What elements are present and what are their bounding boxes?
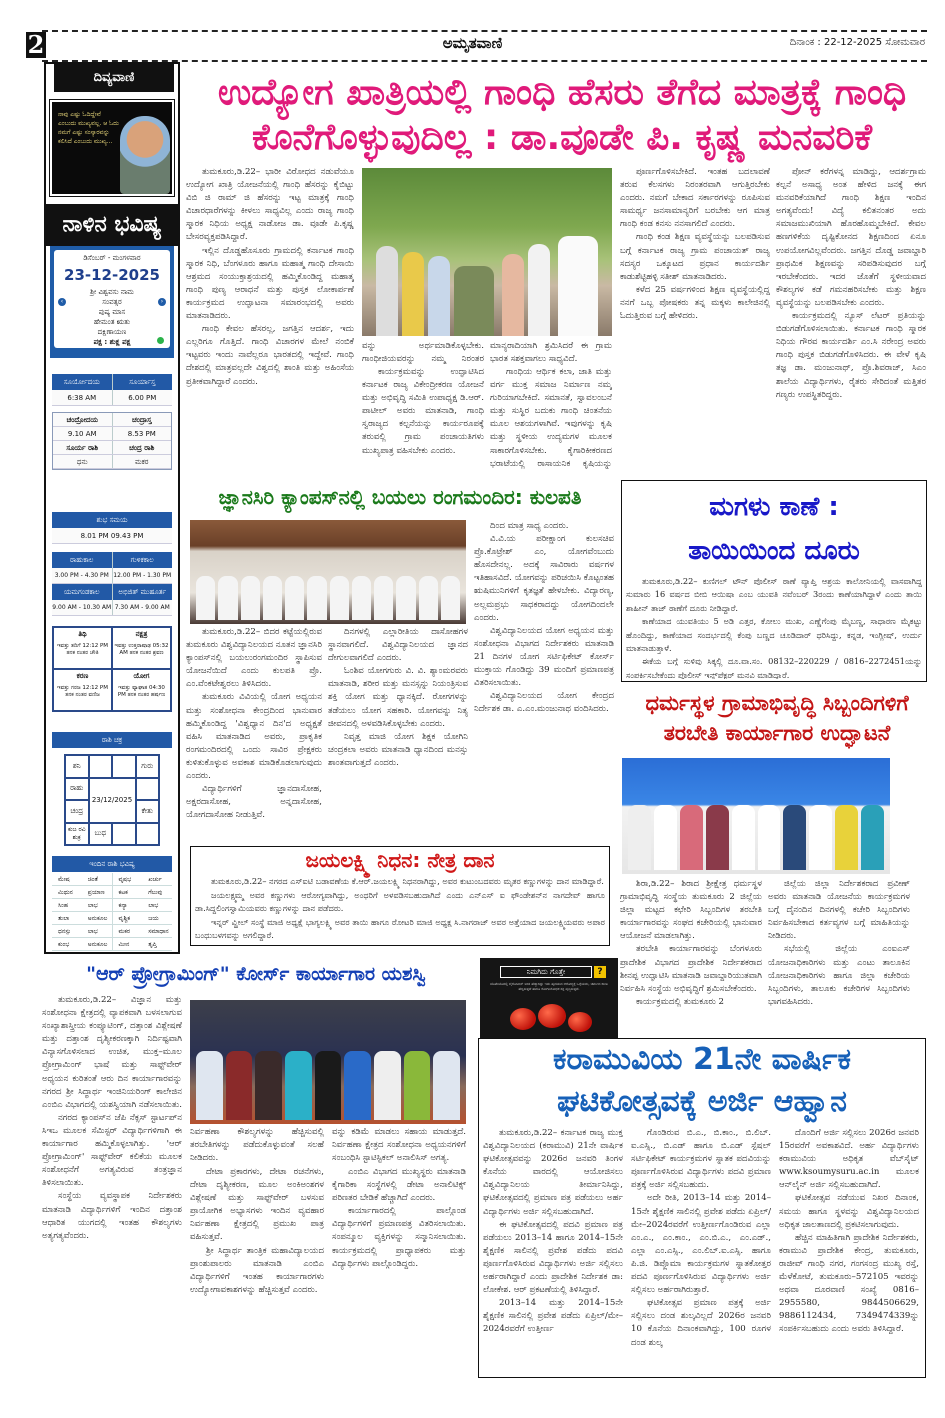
gandhi-photo — [362, 168, 612, 336]
rashi-chakra-grid — [64, 754, 160, 846]
paragraph: ದೇಟಾ ಪ್ರಕಾರಗಳು, ದೇಟಾ ರಚನೆಗಳು, ದೇಟಾ ದೃಶ್ಯೀಕರಣ, ಮೂಲ ಅಂಕಿಅಂಶಗಳ ವಿಶ್ಲೇಷಣೆ ಮತ್ತು ಸಾಫ್ಟ್‌ವೇರ್ ಬಳಸುವ ಪ್ರಾಯೋಗಿಕ ಅಭ್ಯಾಸಗಳು ಇಂದಿನ ವ್ಯವಹಾರ ನಿರ್ವಹಣಾ ಕ್ಷೇತ್ರದಲ್ಲಿ ಪ್ರಮುಖ ಪಾತ್ರ ವಹಿಸುತ್ತವೆ. — [190, 1167, 324, 1243]
panchanga-label: ನಕ್ಷತ್ರ — [135, 630, 148, 638]
missing-body — [626, 575, 922, 679]
rashi-prediction: ಜಯ — [148, 915, 159, 922]
gandhi-col-5 — [776, 166, 926, 474]
moonset-label: ಚಂದ್ರಾಸ್ತ — [112, 413, 172, 426]
paragraph: ಗಾಂಧಿ ಕಂಡ ಶಿಕ್ಷಣ ವ್ಯವಸ್ಥೆಯನ್ನು ಬಲಪಡಿಸುವ ಬಗ್ಗೆ ಕರ್ನಾಟಕ ರಾಜ್ಯ ಗ್ರಾಮ ಪಂಚಾಯತ್ ರಾಜ್ಯ ಸದಸ್ಯರ ಒಕ್ಕೂಟದ ಪ್ರಧಾನ ಕಾರ್ಯದರ್ಶಿ ಕಾಡುಶೆಟ್ಟಿಹಳ್ಳಿ ಸತೀಶ್ ಮಾತನಾಡಿದರು. — [620, 232, 770, 282]
paragraph: ದೊಂದಿಗೆ ಅರ್ಜಿ ಸಲ್ಲಿಸಲು 2026ರ ಜನವರಿ 15ರವರೆಗೆ ಅವಕಾಶವಿದೆ. ಅರ್ಹ ವಿದ್ಯಾರ್ಥಿಗಳು ಕರಾಮುವಿಯ ಅಧಿಕೃತ ವೆಬ್‌ಸೈಟ್ www.ksoumysuru.ac.in ಮೂಲಕ ಆನ್‌ಲೈನ್ ಅರ್ಜಿ ಸಲ್ಲಿಸಬಹುದಾಗಿದೆ. — [779, 1128, 919, 1191]
rashi-cell — [136, 823, 160, 846]
rashi-cell — [136, 778, 160, 801]
paragraph: ವಿ.ವಿ.ಯ ಪರೀಕ್ಷಾಂಗ ಕುಲಸಚಿವ ಪ್ರೊ.ಕೊಟ್ರೇಶ್ ಎಂ, ಯೋಗವೆಂಬುದು ಹೊಸದೇನಲ್ಲ. ಅದಕ್ಕೆ ಸಾವಿರಾರು ವರ್ಷಗಳ ಇತಿಹಾಸವಿದೆ. ಯೋಗವನ್ನು ಪರಿಚಯಿಸಿ ಕೊಟ್ಟಂತಹ ಋಷಿಮುನಿಗಳಿಗೆ ಕೃತಜ್ಞತೆ ಹೇಳಬೇಕು. ವಿದ್ಯಾರಣ್ಯ, ಅಲ್ಲಮಪ್ರಭು ಸಾಧಕರಾದದ್ದು ಯೋಗದಿಂದಲೇ ಎಂದರು. — [474, 534, 614, 623]
rprog-col-1 — [42, 994, 182, 1414]
rashi-row — [52, 925, 172, 938]
rashi-prediction: ಅನುಕೂಲ — [82, 912, 113, 924]
tomato-image — [510, 1008, 536, 1030]
panchanga-cell — [53, 627, 112, 669]
panchanga-grid — [52, 626, 172, 712]
portrait-figure — [120, 116, 170, 194]
dharmasthala-photo — [622, 758, 890, 874]
photo-statue — [454, 266, 494, 336]
paragraph: ದಿಂದ ಮಾತ್ರ ಸಾಧ್ಯ ಎಂದರು. — [490, 521, 569, 531]
paragraph: ಗಾಂಧಿಯ ಆರ್ಥಿಕ ಕಲಾ, ಜಾತಿ ಮತ್ತು ವರ್ಗ ಮುಕ್ತ ಸಮಾಜ ನಿರ್ಮಾಣ ನಮ್ಮ ಗುರಿಯಾಗಬೇಕಿದೆ. ಸಮಾನತೆ, ಸ್ವಾವಲಂಬನೆ ಮತ್ತು ಸುಸ್ಥಿರ ಬದುಕು ಗಾಂಧಿ ಚಿಂತನೆಯ ಮೂಲ ಆಶಯಗಳಾಗಿವೆ. ಇವುಗಳನ್ನು ಕೃಷಿ ಮತ್ತು ಸ್ಥಳೀಯ ಉದ್ಯಮಗಳ ಮೂಲಕ ಸಾಕಾರಗೊಳಿಸಬೇಕು. ಕೈಗಾರಿಕೀಕರಣದ ಭರಾಟೆಯಲ್ಲಿ ರಾಸಾಯನಿಕ ಕೃಷಿಯನ್ನು — [490, 367, 612, 469]
rashi-prediction: ಗೆಲುವು — [148, 889, 163, 896]
rashi-prediction: ಅನುಕೂಲ — [82, 938, 113, 950]
sidebar-horoscope — [44, 62, 180, 954]
paragraph: 2013–14 ಮತ್ತು 2014–15ನೇ ಶೈಕ್ಷಣಿಕ ಸಾಲಿನಲ್ಲಿ ಪ್ರವೇಶ ಪಡೆದು ಏಪ್ರಿಲ್/ಮೇ–2024ರವರೆಗೆ ಉತ್ತೀರ್ಣ — [483, 1298, 623, 1335]
rashi-sign: ಮಿಥುನ — [58, 889, 73, 896]
paragraph: ಕಳೆದ 25 ವರ್ಷಗಳಿಂದ ಶಿಕ್ಷಣ ವ್ಯವಸ್ಥೆಯಲ್ಲಿದ್ದ ನನಗೆ ಒಬ್ಬ ಪೋಷಕರು ತನ್ನ ಮಕ್ಕಳು ಕಾಲೇಜಿನಲ್ಲಿ ಓದುತ್ತಿರುವ ಬಗ್ಗೆ ಹೇಳಿದರು. — [620, 284, 770, 322]
quote-image — [50, 100, 174, 196]
rprog-col-2 — [190, 1166, 324, 1414]
rprog-headline: "ಆರ್ ಪ್ರೋಗ್ರಾಮಿಂಗ್" ಕೋರ್ಸ್ ಕಾರ್ಯಾಗಾರ ಯಶಸ್ವಿ — [86, 963, 426, 985]
rashi-cell: ಬುಧ — [89, 823, 113, 846]
paragraph: ಕಾರ್ಯಕ್ರಮದಲ್ಲಿ ನ್ಯೂಸ್ ಲೆಟರ್ ಪ್ರತಿಯನ್ನು ಬಿಡುಗಡೆಗೊಳಿಸಲಾಯಿತು. ಕರ್ನಾಟಕ ಗಾಂಧಿ ಸ್ಮಾರಕ ನಿಧಿಯ ಗೌರವ ಕಾರ್ಯದರ್ಶಿ ಎಂ.ಸಿ ನರೇಂದ್ರ ಅವರು ಗಾಂಧಿ ಪುಸ್ತಕ ಬಿಡುಗಡೆಗೊಳಿಸಿದರು. ಈ ವೇಳೆ ಕೃಷಿ ತಜ್ಞ ಡಾ. ಮಂಜುನಾಥ್, ಪ್ರೊ.ಶಿವರಾಜ್, ಸಿಎಂ ಶಾಲೆಯ ವಿದ್ಯಾರ್ಥಿಗಳು, ರೈತರು ಸೇರಿದಂತೆ ಮತ್ತಿತರ ಗಣ್ಯರು ಉಪಸ್ಥಿತರಿದ್ದರು. — [776, 311, 926, 400]
abhijit-time: 7.30 AM - 9.00 AM — [112, 600, 173, 615]
rashi-sign: ಮೀನ — [118, 941, 130, 948]
sunset-label: ಸೂರ್ಯಾಸ್ತ — [112, 374, 173, 390]
rashi-prediction: ಲಾಭ — [82, 899, 113, 911]
paragraph: ವಿಶ್ವವಿದ್ಯಾನಿಲಯದ ಯೋಗ ಅಧ್ಯಯನ ಮತ್ತು ಸಂಶೋಧನಾ ವಿಭಾಗದ ನಿರ್ದೇಶಕರು ಮಾತನಾಡಿ 21 ದಿನಗಳ ಯೋಗ ಸರ್ಟಿಫಿಕೇಟ್ ಕೋರ್ಸ್ ಮುಕ್ತಾಯ ಗೊಂಡಿದ್ದು 39 ಮಂದಿಗೆ ಪ್ರಮಾಣಪತ್ರ ವಿತರಿಸಲಾಯಿತು. — [474, 625, 614, 689]
photo-figure — [502, 254, 524, 336]
rashi-cell: ರಾಹು — [65, 778, 89, 801]
dharmasthala-col-2 — [768, 878, 910, 1038]
photo-figure — [402, 252, 424, 336]
paragraph: ಓಂಶಿವ ಯೋಗಗುರು ವಿ. ವಿ. ಶ್ಯಾಂಮರವರು ಮಾತನಾಡಿ, ಶರೀರ ಮತ್ತು ಮನಸ್ಸನ್ನು ನಿಯಂತ್ರಿಸುವ ಶಕ್ತಿ ಯೋಗ ಮತ್ತು ಧ್ಯಾನಕ್ಕಿದೆ. ರೋಗಗಳನ್ನು ತಡೆಯಲು ಯೋಗ ಸಹಕಾರಿ. ಯೋಗವನ್ನು ನಿತ್ಯ ಜೀವನದಲ್ಲಿ ಅಳವಡಿಸಿಕೊಳ್ಳಬೇಕು ಎಂದರು. — [328, 666, 468, 729]
panchanga-value: ಇವತ್ತು ಗರಜ 12:12 PM ತನಕ ನಂತರ ವಣಿಜ — [57, 685, 108, 698]
paragraph: ತುಮಕೂರು,ಡಿ.22– ಕರ್ನಾಟಕ ರಾಜ್ಯ ಮುಕ್ತ ವಿಶ್ವವಿದ್ಯಾನಿಲಯದ (ಕರಾಮುವಿ) 21ನೇ ವಾರ್ಷಿಕ ಘಟಿಕೋತ್ಸವವನ್ನು 2026ರ ಜನವರಿ ತಿಂಗಳ ಕೊನೆಯ ವಾರದಲ್ಲಿ ಆಯೋಜಿಸಲು ವಿಶ್ವವಿದ್ಯಾನಿಲಯ ತೀರ್ಮಾನಿಸಿದ್ದು, ಘಟಿಕೋತ್ಸವದಲ್ಲಿ ಪ್ರಮಾಣ ಪತ್ರ ಪಡೆಯಲು ಅರ್ಹ ವಿದ್ಯಾರ್ಥಿಗಳು ಅರ್ಜಿ ಸಲ್ಲಿಸಬಹುದಾಗಿದೆ. — [483, 1128, 623, 1217]
masthead-title: ಅಮೃತವಾಣಿ — [442, 34, 503, 52]
jnanasiri-headline: ಜ್ಞಾನಸಿರಿ ಕ್ಯಾಂಪಸ್‌ನಲ್ಲಿ ಬಯಲು ರಂಗಮಂದಿರ: ಕುಲಪತಿ — [218, 485, 582, 509]
photo-group — [196, 558, 460, 620]
gulika-label: ಗುಳಿಕಕಾಲ — [112, 552, 173, 568]
rashi-sign: ಮೇಷ — [58, 876, 70, 883]
yama-label: ಯಮಗಂಡಕಾಲ — [63, 588, 100, 596]
calendar-date: 23-12-2025 — [64, 266, 160, 284]
gandhi-col-4 — [620, 166, 770, 474]
sunset-time: 6.00 PM — [112, 390, 173, 405]
header-rule-top — [42, 30, 927, 32]
missing-girl-box — [621, 480, 927, 682]
paragraph: ಗಾಂಧಿ ಕೇವಲ ಹೆಸರಲ್ಲ, ಜಗತ್ತಿನ ಆದರ್ಶ, ಇದು ಎಲ್ಲರಿಗೂ ಗೊತ್ತಿದೆ. ಗಾಂಧಿ ವಿಚಾರಗಳ ಮೇಲೆ ನಂಬಿಕೆ ಇಟ್ಟವರು ಇಂದು ನಾವೆಲ್ಲರೂ ಭಾರತದಲ್ಲಿ ಇದ್ದೇವೆ. ಗಾಂಧಿ ದೇಶದಲ್ಲಿ ಮಾತ್ರವಲ್ಲದೇ ವಿಶ್ವದಲ್ಲಿ ಶಾಂತಿ ಮತ್ತು ಅಹಿಂಸೆಯ ಪ್ರತೀಕವಾಗಿದ್ದಾರೆ ಎಂದರು. — [186, 324, 354, 387]
photo-group — [628, 777, 884, 870]
rashi-sign: ಕಟಕ — [118, 889, 128, 896]
paragraph: ತುಮಕೂರು,ಡಿ.22– ಭಾರೀ ವಿರೋಧದ ನಡುವೆಯೂ ಉದ್ಯೋಗ ಖಾತ್ರಿ ಯೋಜನೆಯಲ್ಲಿ ಗಾಂಧಿ ಹೆಸರನ್ನು ಕೈಬಿಟ್ಟು ವಿಬಿ ಜಿ ರಾಮ್ ಜಿ ಹೆಸರನ್ನು ಇಟ್ಟ ಮಾತ್ರಕ್ಕೆ ಗಾಂಧಿ ವಿಚಾರಧಾರೆಗಳನ್ನು ಕೀಳಲು ಸಾಧ್ಯವಿಲ್ಲ ಎಂದು ರಾಜ್ಯ ಗಾಂಧಿ ಸ್ಮಾರಕ ನಿಧಿಯ ಅಧ್ಯಕ್ಷ ನಾಡೋಜ ಡಾ. ವೂಡೇ ಪಿ.ಕೃಷ್ಣ ಬೇಸರವ್ಯಕ್ತಪಡಿಸಿದ್ದಾರೆ. — [186, 167, 354, 243]
dharmasthala-headline — [618, 688, 936, 748]
rashi-sign: ಮಕರ — [118, 928, 131, 935]
rashi-center-date: 23/12/2025 — [89, 778, 136, 823]
paragraph: ಸಂಸ್ಥೆಯ ವ್ಯವಸ್ಥಾಪಕ ನಿರ್ದೇಶಕರು ಮಾತನಾಡಿ ವಿದ್ಯಾರ್ಥಿಗಳಿಗೆ ಇಂದಿನ ದತ್ತಾಂಶ ಆಧಾರಿತ ಯುಗದಲ್ಲಿ ಇಂತಹ ಕೌಶಲ್ಯಗಳು ಅತ್ಯಗತ್ಯವೆಂದರು. — [42, 1191, 182, 1241]
rashi-sign: ಕುಂಭ — [58, 941, 70, 948]
paragraph: ಎಂಬಿಎ ವಿಭಾಗದ ಮುಖ್ಯಸ್ಥರು ಮಾತನಾಡಿ ಕೈಗಾರಿಕಾ ಸಂಸ್ಥೆಗಳಲ್ಲಿ ಡೇಟಾ ಅನಾಲಿಟಿಕ್ಸ್ ಪರಿಣತರ ಬೇಡಿಕೆ ಹೆಚ್ಚಾಗಿದೆ ಎಂದರು. — [332, 1167, 466, 1204]
shubha-label: ಶುಭ ಸಮಯ — [96, 516, 128, 524]
jayalakshmi-box — [190, 846, 610, 946]
rashi-cell: ಕೇತು — [136, 800, 160, 823]
divyavani-title: ದಿವ್ಯವಾಣಿ — [54, 64, 174, 92]
panchanga-cell — [112, 627, 171, 669]
panchanga-label: ಕರಣ — [76, 672, 89, 680]
panchanga-value: ಇವತ್ತು ವ್ಯಾಘಾತ 04:30 PM ತನಕ ನಂತರ ಹರ್ಷಣ — [117, 685, 166, 698]
headline-line: ಕೊನೆಗೊಳ್ಳುವುದಿಲ್ಲ : ಡಾ.ವೂಡೇ ಪಿ. ಕೃಷ್ಣ ಮನವರಿಕೆ — [251, 117, 873, 158]
gandhi-caption-col-2: ವನ್ನು ಅರ್ಥಮಾಡಿಕೊಳ್ಳಬೇಕು. ಗಾಂಧೀಜಿಯವರನ್ನು ನಮ್ಮ ನಿರಂತರ — [362, 341, 484, 365]
panchanga-value: ಇವತ್ತು ತದಿಗೆ 12:12 PM ತನಕ ನಂತರ ಚೌತಿ — [56, 643, 109, 656]
paragraph: ಹೆಚ್ಚಿನ ಮಾಹಿತಿಗಾಗಿ ಪ್ರಾದೇಶಿಕ ನಿರ್ದೇಶಕರು, ಕರಾಮುವಿ ಪ್ರಾದೇಶಿಕ ಕೇಂದ್ರ, ತುಮಕೂರು, ರಾಜೀವ್ ಗಾಂಧಿ ನಗರ, ಗಂಗಸಂದ್ರ ಮುಖ್ಯ ರಸ್ತೆ, ಮೆಳೆಕೋಟೆ, ತುಮಕೂರು–572105 ಇವರನ್ನು ಅಥವಾ ದೂರವಾಣಿ ಸಂಖ್ಯೆ 0816–2955580, 9844506629, 9886112434, 7349474339ನ್ನು ಸಂಪರ್ಕಿಸಬಹುದು ಎಂದು ಅವರು ತಿಳಿಸಿದ್ದಾರೆ. — [779, 1232, 919, 1335]
chandra-rashi-label: ಚಂದ್ರ ರಾಶಿ — [112, 441, 172, 454]
ksou-col-1 — [483, 1127, 623, 1375]
paragraph: ಇಲ್ಲಿನ ದೊಡ್ಡಹೊಸೂರು ಗ್ರಾಮದಲ್ಲಿ ಕರ್ನಾಟಕ ಗಾಂಧಿ ಸ್ಮಾರಕ ನಿಧಿ, ಬೆಂಗಳೂರು ಹಾಗೂ ಮಹಾತ್ಮ ಗಾಂಧಿ ದೇಸಾಯಿ ಆಶ್ರಮದ ಸಂಯುಕ್ತಾಶ್ರಯದಲ್ಲಿ ಹಮ್ಮಿಕೊಂಡಿದ್ದ ಮಹಾತ್ಮ ಗಾಂಧಿ ಪುಣ್ಯ ಆರಾಧನೆ ಮತ್ತು ಪುಸ್ತಕ ಲೋಕಾರ್ಪಣೆ ಕಾರ್ಯಕ್ರಮದ ಉದ್ಘಾಟನಾ ಸಮಾರಂಭದಲ್ಲಿ ಅವರು ಮಾತನಾಡಿದರು. — [186, 245, 354, 322]
shubha-time: 8.01 PM 09.43 PM — [80, 532, 144, 540]
panchanga-label: ತಿಥಿ — [78, 630, 87, 638]
paragraph: ತುಮಕೂರು,ಡಿ.22– ನಗರದ ಎಸ್‌ಐಟಿ ಬಡಾವಣೆಯ ಕೆ.ಆರ್.ಜಯಲಕ್ಷ್ಮಿ ನಿಧನರಾಗಿದ್ದು, ಅವರ ಕುಟುಂಬದವರು ಮೃತರ ಕಣ್ಣುಗಳನ್ನು ದಾನ ಮಾಡಿದ್ದಾರೆ. — [211, 876, 604, 886]
rprog-photo — [190, 1000, 466, 1124]
rashi-cell — [89, 755, 113, 778]
paragraph: ಘಟಿಕೋತ್ಸವ ಪ್ರಮಾಣ ಪತ್ರಕ್ಕೆ ಅರ್ಜಿ ಸಲ್ಲಿಸಲು ದಂಡ ಶುಲ್ಕವಿಲ್ಲದೆ 2026ರ ಜನವರಿ 10 ಕೊನೆಯ ದಿನಾಂಕವಾಗಿದ್ದು, 100 ರೂಗಳ ದಂಡ ಶುಲ್ಕ — [631, 1298, 771, 1348]
abhijit-label: ಅಭಿಜಿತ್ ಮುಹೂರ್ತ — [112, 584, 173, 600]
ksou-headline — [479, 1039, 925, 1123]
rashi-sign: ಕನ್ಯಾ — [118, 902, 128, 909]
paragraph: ಗೊಂಡಿರುವ ಬಿ.ಎ., ಬಿ.ಕಾಂ., ಬಿ.ಲಿಬ್. ಐ.ಎಸ್ಸಿ., ಬಿ.ಎಡ್ ಹಾಗೂ ಬಿ.ಎಡ್ ಸ್ಪೆಷಲ್ ಸರ್ಟಿಫಿಕೇಟ್ ಕಾರ್ಯಕ್ರಮಗಳ ಸ್ನಾತಕ ಪದವಿಯನ್ನು ಪೂರ್ಣಗೊಳಿಸಿರುವ ವಿದ್ಯಾರ್ಥಿಗಳು ಪದವಿ ಪ್ರಮಾಣ ಪತ್ರಕ್ಕೆ ಅರ್ಜಿ ಸಲ್ಲಿಸಬಹುದು. — [631, 1128, 771, 1191]
horoscope-title: ನಾಳಿನ ಭವಿಷ್ಯ — [46, 204, 178, 246]
did-you-know-box — [480, 958, 618, 1038]
paragraph: ಕಾರ್ಯಕ್ರಮದಲ್ಲಿ ತುಮಕೂರು 2 — [636, 996, 725, 1007]
rashi-sign: ವೃಶ್ಚಿಕ — [118, 915, 131, 922]
page-number: 2 — [27, 30, 45, 59]
rashi-sign: ತುಲಾ — [58, 915, 70, 922]
rashi-cell: ಚಂದ್ರ — [65, 800, 89, 823]
jnanasiri-col-1 — [186, 626, 322, 841]
ksou-col-2 — [631, 1127, 771, 1375]
paragraph: ವಿಶ್ವವಿದ್ಯಾನಿಲಯದ ಯೋಗ ಕೇಂದ್ರದ ನಿರ್ದೇಶಕ ಡಾ. ಎ.ಎಂ.ಮಂಜುನಾಥ ವಂದಿಸಿದರು. — [474, 691, 614, 715]
ksou-box — [478, 1038, 926, 1378]
rashi-sign: ಧನಸ್ಸು — [58, 928, 71, 935]
rashi-prediction: ತೃಪ್ತಿ — [148, 941, 157, 948]
headline-line: ಧರ್ಮಸ್ಥಳ ಗ್ರಾಮಾಭಿವೃದ್ಧಿ ಸಿಬ್ಬಂದಿಗಳಿಗೆ — [645, 691, 909, 715]
tomato-image — [568, 1012, 592, 1032]
yama-time: 9.00 AM - 10.30 AM — [52, 604, 112, 611]
missing-headline — [622, 485, 926, 573]
paragraph: ತರಬೇತಿ ಕಾರ್ಯಾಗಾರವನ್ನು ಬೆಂಗಳೂರು ಪ್ರಾದೇಶಿಕ ವಿಭಾಗದ ಪ್ರಾದೇಶಿಕ ನಿರ್ದೇಶಕರಾದ ಶೀನಪ್ಪ ಉದ್ಘಾಟಿಸಿ ಮಾತನಾಡಿ ಜವಾಬ್ದಾರಿಯುತವಾಗಿ ನಿರ್ವಹಿಸಿ ಸಂಸ್ಥೆಯ ಅಭಿವೃದ್ಧಿಗೆ ಶ್ರಮಿಸಬೇಕೆಂದರು. — [620, 944, 762, 994]
rashi-cell: ಗುರು — [136, 755, 160, 778]
paragraph: ವಿದ್ಯಾರ್ಥಿಗಳಿಗೆ ಜ್ಞಾನದಾಸೋಹ, ಅಕ್ಷರದಾಸೋಹ, ಅನ್ನದಾಸೋಹ, ಯೋಗದಾಸೋಹ ನೀಡುತ್ತಿವೆ. — [186, 784, 322, 821]
paragraph: ಪೂರ್ಣಗೊಳಿಸಬೇಕಿದೆ. ಇಂತಹ ಬದಲಾವಣೆ ತರುವ ಕೆಲಸಗಳು ನಿರಂತರವಾಗಿ ಆಗುತ್ತಿರಬೇಕು ಎಂದರು. ನಮಗೆ ಬೇಕಾದ ಸರ್ಕಾರಗಳನ್ನು ರೂಪಿಸುವ ಸಾಮರ್ಥ್ಯ ಜನಸಾಮಾನ್ಯರಿಗೆ ಬರಬೇಕು ಆಗ ಮಾತ್ರ ಗಾಂಧಿ ಕಂಡ ಕನಸು ನನಸಾಗಲಿದೆ ಎಂದರು. — [620, 167, 770, 230]
rashi-sign: ಸಿಂಹ — [58, 902, 69, 909]
rashi-cell: ಶನಿ — [65, 755, 89, 778]
kala-table — [52, 552, 172, 616]
sunrise-label: ಸೂರ್ಯೋದಯ — [63, 378, 100, 386]
headline-line: ಮಗಳು ಕಾಣೆ : — [709, 492, 839, 522]
rprog-caption-col-2: ನಿರ್ವಹಣಾ ಕೌಶಲ್ಯಗಳನ್ನು ಹೆಚ್ಚಿಸುವಲ್ಲಿ ತರಬೇತಿಗಳನ್ನು ಪಡೆದುಕೊಳ್ಳುವಂತೆ ಸಲಹೆ ನೀಡಿದರು. — [190, 1127, 324, 1164]
paragraph: ತುಮಕೂರು,ಡಿ.22– ಕುಣಿಗಲ್ ಟೌನ್ ಪೊಲೀಸ್ ಠಾಣೆ ವ್ಯಾಪ್ತಿ ಆಶ್ರಯ ಕಾಲೋನಿಯಲ್ಲಿ ವಾಸವಾಗಿದ್ದ ಸುಮಾರು 16 ವರ್ಷದ ಬೀಬಿ ಆಯಿಷಾ ಎಂಬ ಯುವತಿ ನವೆಂಬರ್ 3ರಂದು ಕಾಣೆಯಾಗಿದ್ದಾಳೆ ಎಂದು ತಾಯಿ ಶಾಹೀನ್ ತಾಜ್ ಠಾಣೆಗೆ ದೂರು ನೀಡಿದ್ದಾರೆ. — [626, 576, 922, 613]
paragraph: ಇನ್ನರ್ ವ್ಹೀಲ್ ಸಂಸ್ಥೆ ಮಾಜಿ ಅಧ್ಯಕ್ಷೆ ಭಾಗ್ಯಲಕ್ಷ್ಮಿ ಅವರ ತಾಯಿ ಹಾಗೂ ರೋಟರಿ ಮಾಜಿ ಅಧ್ಯಕ್ಷ ಸಿ.ನಾಗರಾಜ್ ಅವರ ಅತ್ತೆಯಾದ ಜಯಲಕ್ಷ್ಮಿಯವರು ಅಪಾರ ಬಂಧುಬಳಗವನ್ನು ಅಗಲಿದ್ದಾರೆ. — [195, 916, 605, 940]
photo-figure — [376, 246, 398, 336]
calendar-line: ಪುಷ್ಯ ಮಾಸ — [98, 308, 126, 316]
ksou-col-3 — [779, 1127, 919, 1375]
moonset-time: 8.53 PM — [112, 427, 172, 440]
headline-line: ತಾಯಿಯಿಂದ ದೂರು — [688, 536, 860, 566]
rashi-row — [52, 912, 172, 925]
calendar-month-day: ಡಿಸೆಂಬರ್ - ಮಂಗಳವಾರ — [83, 254, 141, 262]
rashi-prediction: ಲಾಭ — [148, 902, 159, 909]
prev-chevron-icon[interactable]: ‹ — [58, 298, 66, 306]
headline-line: ತರಬೇತಿ ಕಾರ್ಯಾಗಾರ ಉದ್ಘಾಟನೆ — [663, 721, 891, 745]
rashi-prediction: ಪ್ರಯಾಣ — [82, 886, 113, 898]
panchanga-value: ಇವತ್ತು ಉತ್ತರಾಷಾಢ 05:32 AM ತನಕ ನಂತರ ಶ್ರವಣ — [114, 643, 169, 656]
paragraph: ಕಾಣೆಯಾದ ಯುವತಿಯು 5 ಅಡಿ ಎತ್ತರ, ಕೋಲು ಮುಖ, ಎಣ್ಣೆಗೆಂಪು ಮೈಬಣ್ಣ, ಸಾಧಾರಣ ಮೈಕಟ್ಟು ಹೊಂದಿದ್ದು, ಕಾಣೆಯಾದ ಸಂದರ್ಭದಲ್ಲಿ ಕೆಂಪು ಬಣ್ಣದ ಚೂಡಿದಾರ್ ಧರಿಸಿದ್ದು, ಕನ್ನಡ, ಇಂಗ್ಲೀಷ್, ಉರ್ದು ಮಾತನಾಡುತ್ತಾಳೆ. — [626, 616, 922, 654]
whatsapp-icon[interactable] — [157, 337, 164, 344]
paragraph: ತುಮಕೂರು,ಡಿ.22– ಬಿದರ ಕಟ್ಟೆಯಲ್ಲಿರುವ ತುಮಕೂರು ವಿಶ್ವವಿದ್ಯಾನಿಲಯದ ನೂತನ ಜ್ಞಾನಸಿರಿ ಕ್ಯಾಂಪಸ್‌ನಲ್ಲಿ ಬಯಲುರಂಗಮಂದಿರ ಸ್ಥಾಪಿಸುವ ಯೋಜನೆಯಿದೆ ಎಂದು ಕುಲಪತಿ ಪ್ರೊ. ಎಂ.ವೆಂಕಟೇಶ್ವರಲು ತಿಳಿಸಿದರು. — [186, 627, 322, 690]
calendar-line: ಸಂವತ್ಸರ — [102, 298, 122, 306]
surya-rashi-value: ಧನು — [76, 458, 88, 466]
moonrise-time: 9.10 AM — [67, 430, 97, 438]
panchanga-label: ಯೋಗ — [133, 672, 150, 680]
rashi-row — [52, 886, 172, 899]
surya-rashi-label: ಸೂರ್ಯ ರಾಶಿ — [66, 444, 99, 452]
moon-table — [52, 412, 172, 470]
photo-group — [196, 1021, 460, 1120]
paragraph: ಶ್ರೀ ಸಿದ್ಧಾರ್ಥ ತಾಂತ್ರಿಕ ಮಹಾವಿದ್ಯಾಲಯದ ಪ್ರಾಂಶುಪಾಲರು ಮಾತನಾಡಿ ಎಂಬಿಎ ವಿದ್ಯಾರ್ಥಿಗಳಿಗೆ ಇಂತಹ ಕಾರ್ಯಾಗಾರಗಳು ಉದ್ಯೋಗಾವಕಾಶಗಳನ್ನು ಹೆಚ್ಚಿಸುತ್ತವೆ ಎಂದರು. — [190, 1245, 324, 1295]
paragraph: ಈ ಘಟಿಕೋತ್ಸವದಲ್ಲಿ ಪದವಿ ಪ್ರಮಾಣ ಪತ್ರ ಪಡೆಯಲು 2013–14 ಹಾಗೂ 2014–15ನೇ ಶೈಕ್ಷಣಿಕ ಸಾಲಿನಲ್ಲಿ ಪ್ರವೇಶ ಪಡೆದು ಪದವಿ ಪೂರ್ಣಗೊಳಿಸಿರುವ ವಿದ್ಯಾರ್ಥಿಗಳು ಅರ್ಜಿ ಸಲ್ಲಿಸಲು ಅರ್ಹರಾಗಿದ್ದಾರೆ ಎಂದು ಪ್ರಾದೇಶಿಕ ನಿರ್ದೇಶಕ ಡಾ: ಲೋಕೇಶ. ಆರ್ ಪ್ರಕಟಣೆಯಲ್ಲಿ ತಿಳಿಸಿದ್ದಾರೆ. — [483, 1219, 623, 1296]
rashi-row — [52, 873, 172, 886]
rashi-prediction: ಸಮಾಧಾನ — [148, 928, 169, 935]
rashi-cell: ಕುಜ ರವಿ ಶುಕ್ರ — [65, 823, 89, 846]
paragraph: ನಿವೃತ್ತ ಮಾಜಿ ಯೋಗ ಶಿಕ್ಷಕ ಯೋಗಿನಿ ಚಂದ್ರಕಲಾ ಅವರು ಮಾತನಾಡಿ ಧ್ಯಾನದಿಂದ ಮನಸ್ಸು ಶಾಂತವಾಗುತ್ತದೆ ಎಂದರು. — [328, 731, 468, 768]
moonrise-label: ಚಂದ್ರೋದಯ — [66, 416, 98, 424]
rashi-chakra-header — [52, 732, 172, 748]
today-rashi-list — [52, 873, 172, 951]
gandhi-headline — [186, 70, 938, 160]
jnanasiri-photo — [190, 520, 466, 624]
panchanga-cell — [112, 669, 171, 711]
paragraph: ಕಾರ್ಯಕ್ರಮವನ್ನು ಉದ್ಘಾಟಿಸಿದ ಕರ್ನಾಟಕ ರಾಜ್ಯ ವಿಕೇಂದ್ರೀಕರಣ ಯೋಜನೆ ಮತ್ತು ಅಭಿವೃದ್ಧಿ ಸಮಿತಿ ಉಪಾಧ್ಯಕ್ಷ ಡಿ.ಆರ್. ಪಾಟೀಲ್ ಅವರು ಮಾತನಾಡಿ, ಗಾಂಧಿ ಸ್ವರಾಜ್ಯದ ಕಲ್ಪನೆಯನ್ನು ಕಾರ್ಯರೂಪಕ್ಕೆ ತರುವಲ್ಲಿ ಗ್ರಾಮ ಪಂಚಾಯತಿಗಳು ಮುಖ್ಯಪಾತ್ರ ವಹಿಸಬೇಕು ಎಂದರು. — [362, 367, 484, 456]
calendar-line: ದಕ್ಷಿಣಾಯಣ — [97, 328, 127, 336]
dateline: ದಿನಾಂಕ : 22-12-2025 ಸೋಮವಾರ — [789, 37, 925, 48]
gandhi-col-3 — [490, 366, 612, 471]
paragraph: ಘಟಿಕೋತ್ಸವ ನಡೆಯುವ ನಿಖರ ದಿನಾಂಕ, ಸಮಯ ಹಾಗೂ ಸ್ಥಳವನ್ನು ವಿಶ್ವವಿದ್ಯಾನಿಲಯದ ಅಧಿಕೃತ ಜಾಲತಾಣದಲ್ಲಿ ಪ್ರಕಟಿಸಲಾಗುವುದು. — [779, 1193, 919, 1230]
rashi-prediction: ಚಿಂತೆ — [82, 873, 113, 885]
rashi-prediction: ಖರ್ಚು — [148, 876, 162, 883]
paragraph: ಅದೇ ರೀತಿ, 2013–14 ಮತ್ತು 2014–15ನೇ ಶೈಕ್ಷಣಿಕ ಸಾಲಿನಲ್ಲಿ ಪ್ರವೇಶ ಪಡೆದು ಏಪ್ರಿಲ್/ಮೇ–2024ರವರೆಗೆ ಉತ್ತೀರ್ಣಗೊಂಡಿರುವ ಎಲ್ಲಾ ಎಂ.ಎ., ಎಂ.ಕಾಂ., ಎಂ.ಬಿ.ಎ., ಎಂ.ಎಡ್., ಎಲ್ಲಾ ಎಂ.ಎಸ್ಸಿ., ಎಂ.ಲಿಬ್.ಐ.ಎಸ್ಸಿ. ಹಾಗೂ ಪಿ.ಜಿ. ಡಿಪ್ಲೊಮಾ ಕಾರ್ಯಕ್ರಮಗಳ ಸ್ನಾತಕೋತ್ತರ ಪದವಿ ಪೂರ್ಣಗೊಳಿಸಿರುವ ವಿದ್ಯಾರ್ಥಿಗಳು ಅರ್ಜಿ ಸಲ್ಲಿಸಲು ಅರ್ಹರಾಗಿರುತ್ತಾರೆ. — [631, 1193, 771, 1296]
sun-table — [52, 374, 172, 406]
paragraph: ಪೋನ್ ಕರೆಗಳನ್ನ ಮಾಡಿದ್ದು, ಆದರ್ಶಗ್ರಾಮ ಕಲ್ಪನೆ ಅಸಾಧ್ಯ ಅಂತ ಹೇಳಿದ ಜನಕ್ಕೆ ಈಗ ಮನವರಿಕೆಯಾಗಿದೆ ಗಾಂಧಿ ಶಿಕ್ಷಣ ಇಂದಿನ ಅಗತ್ಯವೆಂದು! ವಿದ್ಯೆ ಕಲಿತನಂತರ ಅದು ಸಮಾಜಮುಖಿಯಾಗಿ ಹೊರಹೊಮ್ಮಬೇಕಿದೆ. ಕೇವಲ ಹಣಗಳಿಕೆಯ ದೃಷ್ಟಿಕೋನದ ಶಿಕ್ಷಣದಿಂದ ಏನೂ ಉಪಯೋಗವಿಲ್ಲವೆಂದರು. ಜಗತ್ತಿನ ದೊಡ್ಡ ಜವಾಬ್ದಾರಿ ಪ್ರಾಥಮಿಕ ಶಿಕ್ಷಣವನ್ನು ಸರಿಪಡಿಸುವುದರ ಬಗ್ಗೆ ಇರಬೇಕೆಂದರು. ಇದರ ಜೊತೆಗೆ ಸ್ಥಳೀಯವಾದ ಕೌಶಲ್ಯಗಳ ಕಡೆ ಗಮನಹರಿಸಬೇಕು ಮತ್ತು ಶಿಕ್ಷಣ ವ್ಯವಸ್ಥೆಯನ್ನು ಬಲಪಡಿಸಬೇಕು ಎಂದರು. — [776, 167, 926, 308]
rashi-sign: ವೃಷಭ — [118, 876, 132, 883]
gandhi-caption-col-3: ಮಾನ್ಯರಾದಿಯಾಗಿ ಶ್ರಮಿಸಿದರೆ ಈ ಗ್ರಾಮ ಭಾರತ ಸಶಕ್ತವಾಗಲು ಸಾಧ್ಯವಿದೆ. — [490, 341, 612, 365]
dharmasthala-col-1 — [620, 878, 762, 1038]
rashi-row — [52, 938, 172, 951]
calendar-line: ಹೇಮಂತ ಋತು — [93, 318, 131, 326]
rashi-chakra-title: ರಾಶಿ ಚಕ್ರ — [101, 736, 123, 744]
rashi-cell — [112, 823, 136, 846]
rashi-prediction: ಲಾಭ — [82, 925, 113, 937]
paragraph: ನಗರದ ಕ್ಯಾಂಪಸ್‌ನ ಜೆಪಿ ನೆಕ್ಸಸ್ ಸ್ಟಾರ್ಟಪ್‌ನ ಸಿಇಒ ಮೂಲಕ ಸೆಮಿಸ್ಟರ್ ವಿದ್ಯಾರ್ಥಿಗಳಿಗಾಗಿ ಈ ಕಾರ್ಯಾಗಾರ ಹಮ್ಮಿಕೊಳ್ಳಲಾಗಿತ್ತು. 'ಆರ್ ಪ್ರೋಗ್ರಾಮಿಂಗ್' ಸಾಫ್ಟ್‌ವೇರ್ ಕಲಿಕೆಯ ಮೂಲಕ ಸಂಶೋಧನೆಗೆ ಅಗತ್ಯವಿರುವ ತಂತ್ರಜ್ಞಾನ ತಿಳಿಸಲಾಯಿತು. — [42, 1112, 182, 1189]
shubha-table — [52, 512, 172, 544]
photo-figure — [558, 236, 598, 336]
headline-line: ಕರಾಮುವಿಯ 21ನೇ ವಾರ್ಷಿಕ — [553, 1042, 851, 1077]
jnanasiri-col-2 — [328, 626, 468, 841]
next-chevron-icon[interactable]: › — [158, 298, 166, 306]
gulika-time: 12.00 PM - 1.30 PM — [112, 568, 173, 583]
headline-line: ಘಟಿಕೋತ್ಸವಕ್ಕೆ ಅರ್ಜಿ ಆಹ್ವಾನ — [557, 1084, 847, 1119]
photo-figure — [528, 244, 550, 336]
calendar-line: ಶ್ರೀ ವಿಶ್ವವಸು ನಾಮ — [90, 288, 134, 296]
chandra-rashi-value: ಮಕರ — [112, 455, 172, 468]
paragraph: ದಿನಗಳಲ್ಲಿ ಎಲ್ಲಾರೀತಿಯ ದಾಸೋಹಗಳ ಸ್ಥಾನವಾಗಲಿದೆ. ವಿಶ್ವವಿದ್ಯಾನಿಲಯದ ಜ್ಞಾನದ ದೇಗುಲವಾಗಲಿದೆ ಎಂದರು. — [328, 627, 468, 664]
paragraph: ಈಕೆಯ ಬಗ್ಗೆ ಸುಳಿವು ಸಿಕ್ಕಲ್ಲಿ ದೂ.ವಾ.ಸಂ. 08132–220229 / 0816–2272451ಯನ್ನು ಸಂಪರ್ಕಿಸಬೇಕೆಂದು ಪೊಲೀಸ್ ಇನ್ಸ್‌ಪೆಕ್ಟರ್ ಮನವಿ ಮಾಡಿದ್ದಾರೆ. — [626, 656, 922, 679]
gandhi-col-1 — [186, 166, 354, 471]
quiz-title: ನಿಮಗಿದು ಗೊತ್ತೇ — [500, 966, 592, 978]
tomato-image — [538, 1004, 566, 1028]
today-rashi-header — [52, 856, 172, 872]
sunrise-time: 6:38 AM — [67, 394, 97, 402]
paragraph: ಶಿರಾ,ಡಿ.22– ಶಿರಾದ ಶ್ರೀಕ್ಷೇತ್ರ ಧರ್ಮಸ್ಥಳ ಗ್ರಾಮಾಭಿವೃದ್ಧಿ ಸಂಸ್ಥೆಯ ತುಮಕೂರು 2 ಜಿಲ್ಲೆಯ ಜಿಲ್ಲಾ ಮಟ್ಟದ ಕಛೇರಿ ಸಿಬ್ಬಂದಿಗಳ ತರಬೇತಿ ಕಾರ್ಯಾಗಾರವನ್ನು ಸಂಘದ ಕಚೇರಿಯಲ್ಲಿ ಭಾನುವಾರ ಆಯೋಜನೆ ಮಾಡಲಾಗಿತ್ತು. — [620, 879, 762, 942]
headline-line: ಉದ್ಯೋಗ ಖಾತ್ರಿಯಲ್ಲಿ ಗಾಂಧಿ ಹೆಸರು ತೆಗೆದ ಮಾತ್ರಕ್ಕೆ ಗಾಂಧಿ — [217, 72, 907, 113]
paragraph: ಜಿಲ್ಲೆಯ ಜಿಲ್ಲಾ ನಿರ್ದೇಶಕರಾದ ಪ್ರವೀಣ್ ಅವರು ಮಾತನಾಡಿ ಯೋಜನೆಯ ಕಾರ್ಯಕ್ರಮಗಳ ಬಗ್ಗೆ ದೈನಂದಿನ ದಿನಗಳಲ್ಲಿ ಕಚೇರಿ ಸಿಬ್ಬಂದಿಗಳು ನಿರ್ವಹಿಸಬೇಕಾದ ಕರ್ತವ್ಯಗಳ ಬಗ್ಗೆ ಮಾಹಿತಿಯನ್ನು ನೀಡಿದರು. — [768, 879, 910, 942]
photo-figure — [428, 256, 450, 336]
rashi-cell — [112, 755, 136, 778]
jayalakshmi-headline: ಜಯಲಕ್ಷ್ಮಿ ನಿಧನ: ನೇತ್ರ ದಾನ — [305, 848, 495, 872]
rprog-caption-col-3: ವನ್ನು ಕಡಿಮೆ ಮಾಡಲು ಸಹಾಯ ಮಾಡುತ್ತದೆ. ನಿರ್ವಹಣಾ ಕ್ಷೇತ್ರದ ಸಂಶೋಧನಾ ಅಧ್ಯಯನಗಳಿಗೆ ಸಂಬಂಧಿಸಿ ಸ್ಟಾಟಿಸ್ಟಿಕಲ್ ಅನಾಲಿಸಿಸ್ ಅಗತ್ಯ. — [332, 1127, 466, 1164]
paragraph: ತುಮಕೂರು,ಡಿ.22– ವಿಜ್ಞಾನ ಮತ್ತು ಸಂಶೋಧನಾ ಕ್ಷೇತ್ರದಲ್ಲಿ ವ್ಯಾಪಕವಾಗಿ ಬಳಸಲಾಗುವ ಸಂಖ್ಯಾಶಾಸ್ತ್ರೀಯ ಕಂಪ್ಯೂಟಿಂಗ್, ದತ್ತಾಂಶ ವಿಶ್ಲೇಷಣೆ ಮತ್ತು ದತ್ತಾಂಶ ದೃಶ್ಯೀಕರಣಕ್ಕಾಗಿ ನಿರ್ದಿಷ್ಟವಾಗಿ ವಿನ್ಯಾಸಗೊಳಿಸಲಾದ ಉಚಿತ, ಮುಕ್ತ–ಮೂಲ ಪ್ರೋಗ್ರಾಮಿಂಗ್ ಭಾಷೆ ಮತ್ತು ಸಾಫ್ಟ್‌ವೇರ್ ಅಧ್ಯಯನ ಕುರಿತಂತೆ ಆರು ದಿನ ಕಾರ್ಯಾಗಾರವನ್ನು ನಗರದ ಶ್ರೀ ಸಿದ್ಧಾರ್ಥ ಇಂಜಿನಿಯರಿಂಗ್ ಕಾಲೇಜಿನ ಎಂಬಿಎ ವಿಭಾಗದಲ್ಲಿ ಯಶಸ್ವಿಯಾಗಿ ನಡೆಸಲಾಯಿತು. — [42, 995, 182, 1110]
question-mark-icon: ? — [594, 966, 606, 978]
rprog-col-3 — [332, 1166, 466, 1414]
quiz-body: ಟೊಮೆಟೊದಲ್ಲಿ ಲೈಕೋಪೀನ್ ಅಂಶ ಹೆಚ್ಚಾಗಿದ್ದು ಇದು ಹೃದಯದ ಆರೋಗ್ಯಕ್ಕೆ ಒಳ್ಳೆಯದು, ಚರ್ಮದ ಕಾಂತಿ ಹೆಚ್ಚಿಸುತ್ತದೆ ಹಾಗೂ ರೋಗನಿರೋಧಕ ಶಕ್ತಿ ವೃದ್ಧಿಸುತ್ತದೆ. — [490, 982, 608, 991]
calendar-card — [50, 246, 174, 358]
gandhi-col-2 — [362, 366, 484, 471]
rahu-time: 3.00 PM - 4.30 PM — [54, 572, 109, 579]
rahu-label: ರಾಹುಕಾಲ — [70, 556, 94, 564]
panchanga-cell — [53, 669, 112, 711]
paragraph: ಸಭೆಯಲ್ಲಿ ಜಿಲ್ಲೆಯ ಎಂಐಎಸ್ ಯೋಜನಾಧಿಕಾರಿಗಳು ಮತ್ತು ಎಂಟು ತಾಲೂಕಿನ ಯೋಜನಾಧಿಕಾರಿಗಳು ಹಾಗೂ ಜಿಲ್ಲಾ ಕಚೇರಿಯ ಸಿಬ್ಬಂದಿಗಳು, ತಾಲೂಕು ಕಚೇರಿಗಳ ಸಿಬ್ಬಂದಿಗಳು ಭಾಗವಹಿಸಿದರು. — [768, 944, 910, 1007]
today-rashi-title: ಇಂದಿನ ರಾಶಿ ಭವಿಷ್ಯ — [89, 860, 135, 868]
jayalakshmi-body — [195, 875, 605, 945]
paragraph: ಜಯಲಕ್ಷ್ಮಮ್ಮ ಅವರ ಕಣ್ಣುಗಳು ಆರೋಗ್ಯವಾಗಿದ್ದು, ಅಂಧರಿಗೆ ಅಳವಡಿಸಬಹುದಾಗಿದೆ ಎಂದು ಎನ್‌ಎಸ್ ಐ ಫೌಂಡೇಶನ್‌ನ ನಾಗದೇವ್ ಹಾಗೂ ಡಾ.ಸಿದ್ದಲಿಂಗಸ್ವಾಮಿಯವರು ಕಣ್ಣುಗಳನ್ನು ದಾನ ಪಡೆದರು. — [195, 889, 605, 913]
paragraph: ತುಮಕೂರು ವಿವಿಯಲ್ಲಿ ಯೋಗ ಅಧ್ಯಯನ ಮತ್ತು ಸಂಶೋಧನಾ ಕೇಂದ್ರದಿಂದ ಭಾನುವಾರ ಹಮ್ಮಿಕೊಂಡಿದ್ದ 'ವಿಶ್ವಧ್ಯಾನ ದಿನ'ದ ಅಧ್ಯಕ್ಷತೆ ವಹಿಸಿ ಮಾತನಾಡಿದ ಅವರು, ಪ್ರಾಕೃತಿಕ ರಂಗಮಂದಿರದಲ್ಲಿ ಒಂದು ಸಾವಿರ ಪ್ರೇಕ್ಷಕರು ಕುಳಿತುಕೊಳ್ಳುವ ಅವಕಾಶ ಮಾಡಿಕೊಡಲಾಗುವುದು ಎಂದರು. — [186, 692, 322, 782]
quote-text: ನಾವು ಎಷ್ಟು ಓದಿದ್ದೇವೆ ಎಂಬುದು ಮುಖ್ಯವಲ್ಲ. ಆ ಓದು ನಮಗೆ ಎಷ್ಟು ಸಂಸ್ಕಾರವನ್ನು ಕಲಿಸಿದೆ ಎಂಬುದು ಮುಖ್ಯ... — [58, 111, 119, 145]
rashi-row — [52, 899, 172, 912]
calendar-paksha: ಪಕ್ಷ : ಶುಕ್ಲ ಪಕ್ಷ — [93, 338, 131, 346]
paragraph: ಕಾರ್ಯಾಗಾರದಲ್ಲಿ ಪಾಲ್ಗೊಂಡ ವಿದ್ಯಾರ್ಥಿಗಳಿಗೆ ಪ್ರಮಾಣಪತ್ರ ವಿತರಿಸಲಾಯಿತು. ಸಂಪನ್ಮೂಲ ವ್ಯಕ್ತಿಗಳನ್ನು ಸನ್ಮಾನಿಸಲಾಯಿತು. ಕಾರ್ಯಕ್ರಮದಲ್ಲಿ ಪ್ರಾಧ್ಯಾಪಕರು ಮತ್ತು ವಿದ್ಯಾರ್ಥಿಗಳು ಪಾಲ್ಗೊಂಡಿದ್ದರು. — [332, 1206, 466, 1269]
jnanasiri-col-3 — [474, 520, 614, 841]
